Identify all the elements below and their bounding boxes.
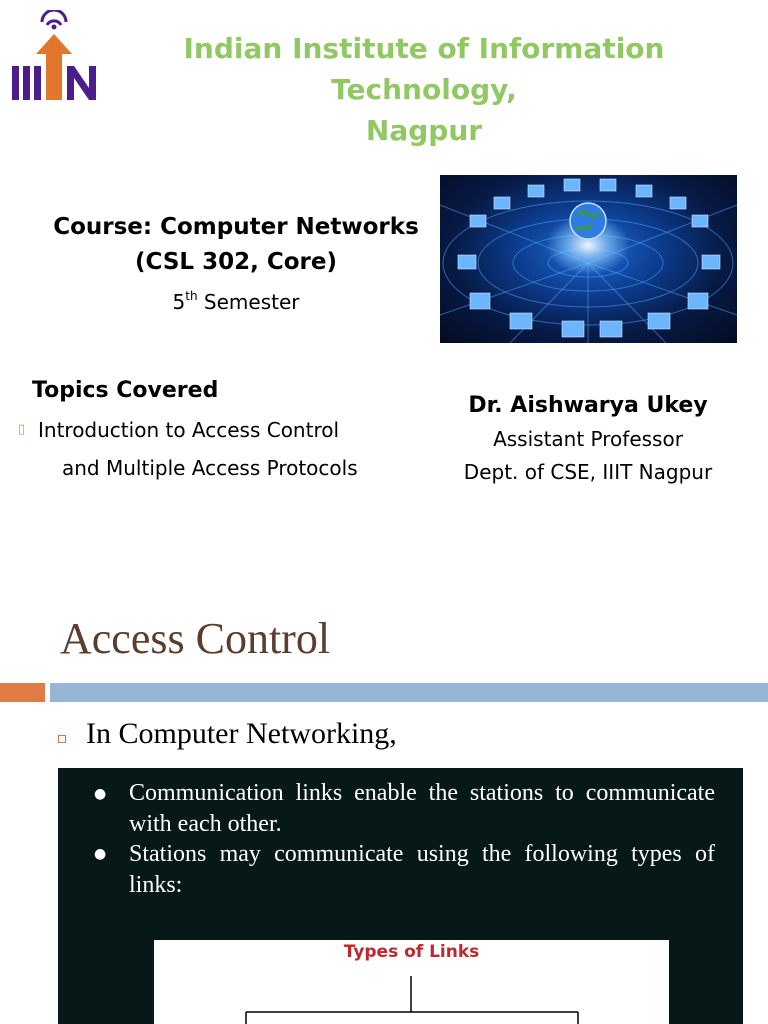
semester-number: 5 (172, 290, 186, 314)
types-of-links-diagram (154, 940, 669, 1024)
course-name: Course: Computer Networks (53, 214, 419, 240)
topics-title: Topics Covered (32, 378, 219, 403)
bullet-dot-icon: ● (94, 846, 107, 862)
presenter-department: Dept. of CSE, IIIT Nagpur (463, 460, 713, 484)
course-info (40, 210, 432, 318)
network-globe-image (440, 175, 737, 343)
institute-line-2: Nagpur (365, 114, 483, 147)
presenter-title: Assistant Professor (493, 427, 683, 451)
iiitn-logo (10, 10, 98, 102)
semester (40, 280, 432, 318)
content-box (58, 768, 743, 1024)
accent-bar-orange (0, 683, 45, 702)
point-2: Stations may communicate using the following types of links: (129, 841, 715, 898)
main-bullet-text: In Computer Networking, (86, 717, 397, 750)
institute-line-1: Indian Institute of Information Technology, (183, 32, 665, 106)
course-code: (CSL 302, Core) (135, 249, 337, 275)
bullet-dot-icon: ● (94, 786, 107, 802)
topic-line-1: Introduction to Access Control (38, 418, 340, 442)
semester-word: Semester (197, 290, 300, 314)
accent-bar-blue (50, 683, 768, 702)
presenter-info (440, 389, 736, 489)
topic-line-2: and Multiple Access Protocols (62, 456, 358, 480)
diagram-title: Types of Links (343, 942, 480, 962)
checkbox-bullet-icon: ▯ (18, 422, 26, 437)
point-1: Communication links enable the stations to communicate with each other. (129, 780, 715, 837)
slide-title: Access Control (60, 614, 331, 663)
diagram-connectors (154, 940, 669, 1024)
square-bullet-icon (58, 735, 66, 743)
institute-title (104, 28, 744, 151)
semester-ordinal: th (185, 289, 198, 303)
access-control-slide (0, 585, 768, 1024)
presenter-name: Dr. Aishwarya Ukey (468, 393, 708, 418)
